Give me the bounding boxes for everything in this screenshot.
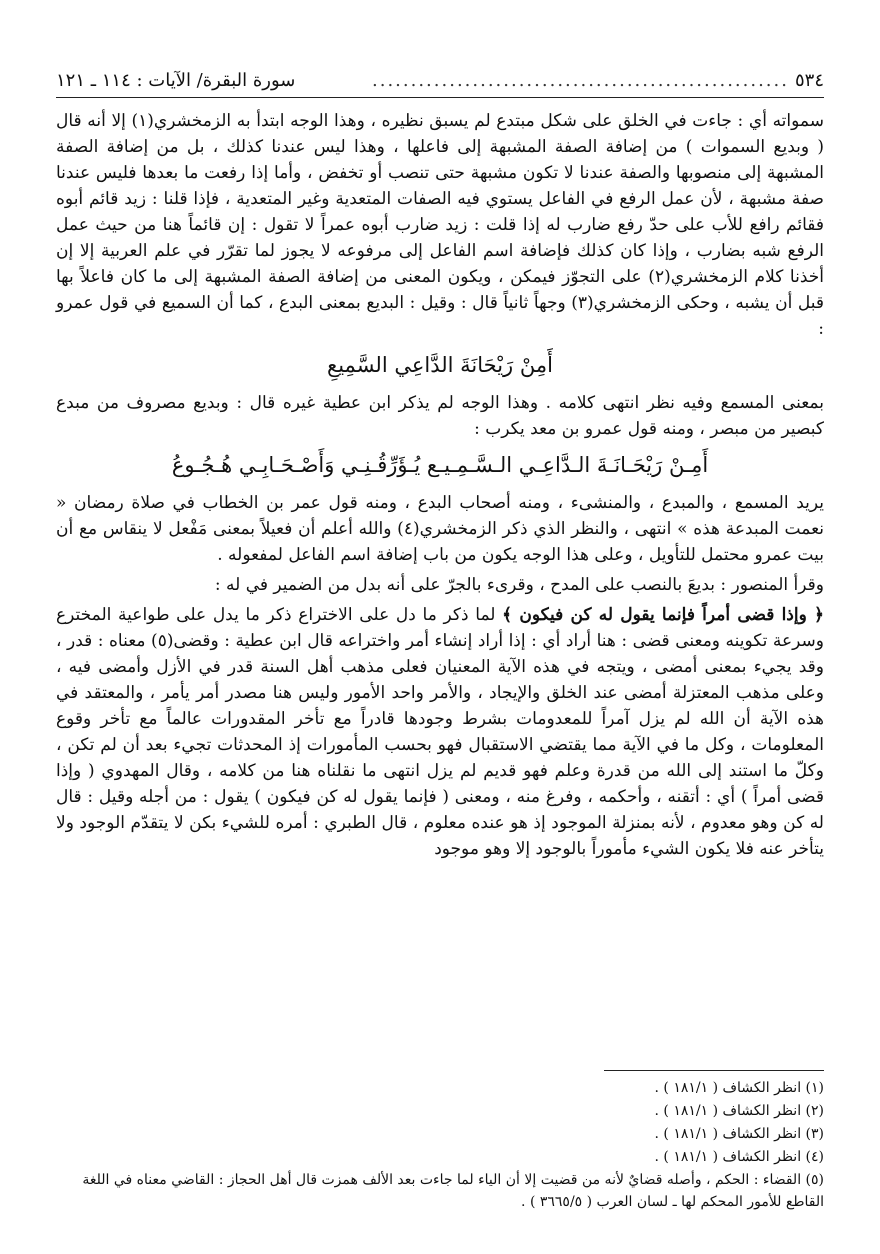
- page-number: ٥٣٤: [794, 70, 824, 91]
- paragraph-3: يريد المسمع ، والمبدع ، والمنشىء ، ومنه أصحاب البدع ، ومنه قول عمر بن الخطاب في صلاة رمضان « نعمت المبدعة هذه » انتهى ، والنظر الذي ذكر الزمخشري(٤) والله أعلم أن فعيلاً بمعنى مَفْعل لا ينقاس مع أن بيت عمرو محتمل للتأويل ، وعلى هذا الوجه يكون من باب إضافة اسم الفاعل لمفعوله .: [56, 493, 825, 565]
- footnote-4: (٤) انظر الكشاف ( ١٨١/١ ) .: [654, 1149, 824, 1165]
- surah-heading: سورة البقرة/ الآيات : ١١٤ ـ ١٢١: [56, 70, 296, 91]
- paragraph-2: بمعنى المسمع وفيه نظر انتهى كلامه . وهذا الوجه لم يذكر ابن عطية غيره قال : وبديع مصروف من مبدع كبصير من مبصر ، ومنه قول عمرو بن معد يكرب :: [56, 393, 824, 439]
- paragraph-4: وقرأ المنصور : بديعَ بالنصب على المدح ، وقرىء بالجرّ على أنه بدل من الضمير في له :: [214, 575, 824, 595]
- tafsir-text: لما ذكر ما دل على الاختراع ذكر ما يدل على طواعية المخترع وسرعة تكوينه ومعنى قضى : هنا أراد أي : إذا أراد إنشاء أمر واختراعه قال ابن عطية : وقضى(٥) معناه : قدر ، وقد يجيء بمعنى أمضى ، ويتجه في هذه الآية المعنيان فعلى مذهب أهل السنة قدر في الأزل وأمضى فيه ، وعلى مذهب المعتزلة أمضى عند الخلق والإيجاد ، والأمر واحد الأمور وليس هنا مصدر أمر يأمر ، والمعتقد في هذه الآية أن الله لم يزل آمراً للمعدومات بشرط وجودها قادراً مع تأخر المقدورات عالماً مع تأخر وقوع المعلومات ، وكل ما في الآية مما يقتضي الاستقبال فهو بحسب المأمورات إذ المحدثات تجيء بعد أن لم تكن ، وكلّ ما استند إلى الله من قدرة وعلم فهو قديم لم يزل انتهى ما نقلناه هنا من كلامه ، وقال المهدوي ( وإذا قضى أمراً ) أي : أتقنه ، وأحكمه ، وفرغ منه ، ومعنى ( فإنما يقول له كن فيكون ) يقول : من أجله وقيل : قال له كن وهو معدوم ، لأنه بمنزلة الموجود إذ هو عنده معلوم ، قال الطبري : أمره للشيء بكن لا يتقدّم الوجود ولا يتأخر عنه فلا يكون الشيء مأموراً بالوجود إلا وهو موجود: [56, 605, 825, 859]
- header-leader-dots: ......................................................: [372, 70, 789, 91]
- book-page: [56, 70, 824, 1214]
- poetry-verse-1: أَمِنْ رَيْحَانَةَ الدَّاعِي السَّمِيعِ: [327, 353, 553, 377]
- footnote-divider: [604, 1070, 824, 1071]
- footnote-3: (٣) انظر الكشاف ( ١٨١/١ ) .: [654, 1126, 824, 1142]
- footnote-2: (٢) انظر الكشاف ( ١٨١/١ ) .: [654, 1103, 824, 1119]
- main-text: [56, 108, 824, 862]
- footnote-5: (٥) القضاء : الحكم ، وأصله قضايٌ لأنه من قضيت إلا أن الياء لما جاءت بعد الألف همزت قال أهل الحجاز : القاضي معناه في اللغة القاطع للأمور المحكم لها ـ لسان العرب ( ٣٦٦٥/٥ ) .: [82, 1172, 824, 1210]
- paragraph-5: [56, 602, 824, 862]
- footnotes: [56, 1070, 824, 1214]
- footnote-1: (١) انظر الكشاف ( ١٨١/١ ) .: [654, 1080, 824, 1096]
- poetry-verse-2: أَمِـنْ رَيْحَـانَـةَ الـدَّاعِـي الـسَّـمِـيـع يُـؤَرِّقُـنِـي وَأَصْـحَـابِـي هُـجُـوعُ: [171, 453, 709, 477]
- quran-verse: ﴿ وإذا قضى أمراً فإنما يقول له كن فيكون ﴾: [502, 605, 824, 625]
- running-header: [56, 70, 824, 98]
- paragraph-1: سمواته أي : جاءت في الخلق على شكل مبتدع لم يسبق نظيره ، وهذا الوجه ابتدأ به الزمخشري(١) إلا أنه قال ( وبديع السموات ) من إضافة الصفة المشبهة إلى فاعلها ، وهذا ليس عندنا كذلك ، بل من إضافة الصفة المشبهة إلى منصوبها والصفة عندنا لا تكون مشبهة حتى تنصب أو تخفض ، وأما إذا رفعت ما بعدها فليس عندنا صفة مشبهة ، لأن عمل الرفع في الفاعل يستوي فيه الصفات المتعدية وغير المتعدية ، فإذا قلنا : زيد قائم أبوه فقائم رافع للأب على حدّ رفع ضارب له إذا قلت : زيد ضارب أبوه عمراً لا تقول : إن قائماً هنا من حيث عمل الرفع شبه بضارب ، وإذا كان كذلك فإضافة اسم الفاعل إلى مرفوعه لا يجوز لما تقرّر في علم العربية إلا إن أخذنا كلام الزمخشري(٢) على التجوّز فيمكن ، ويكون المعنى من إضافة الصفة المشبهة إلى ما كان فاعلاً بها قبل أن يشبه ، وحكى الزمخشري(٣) وجهاً ثانياً قال : وقيل : البديع بمعنى البدع ، كما أن السميع في قول عمرو :: [56, 111, 825, 339]
